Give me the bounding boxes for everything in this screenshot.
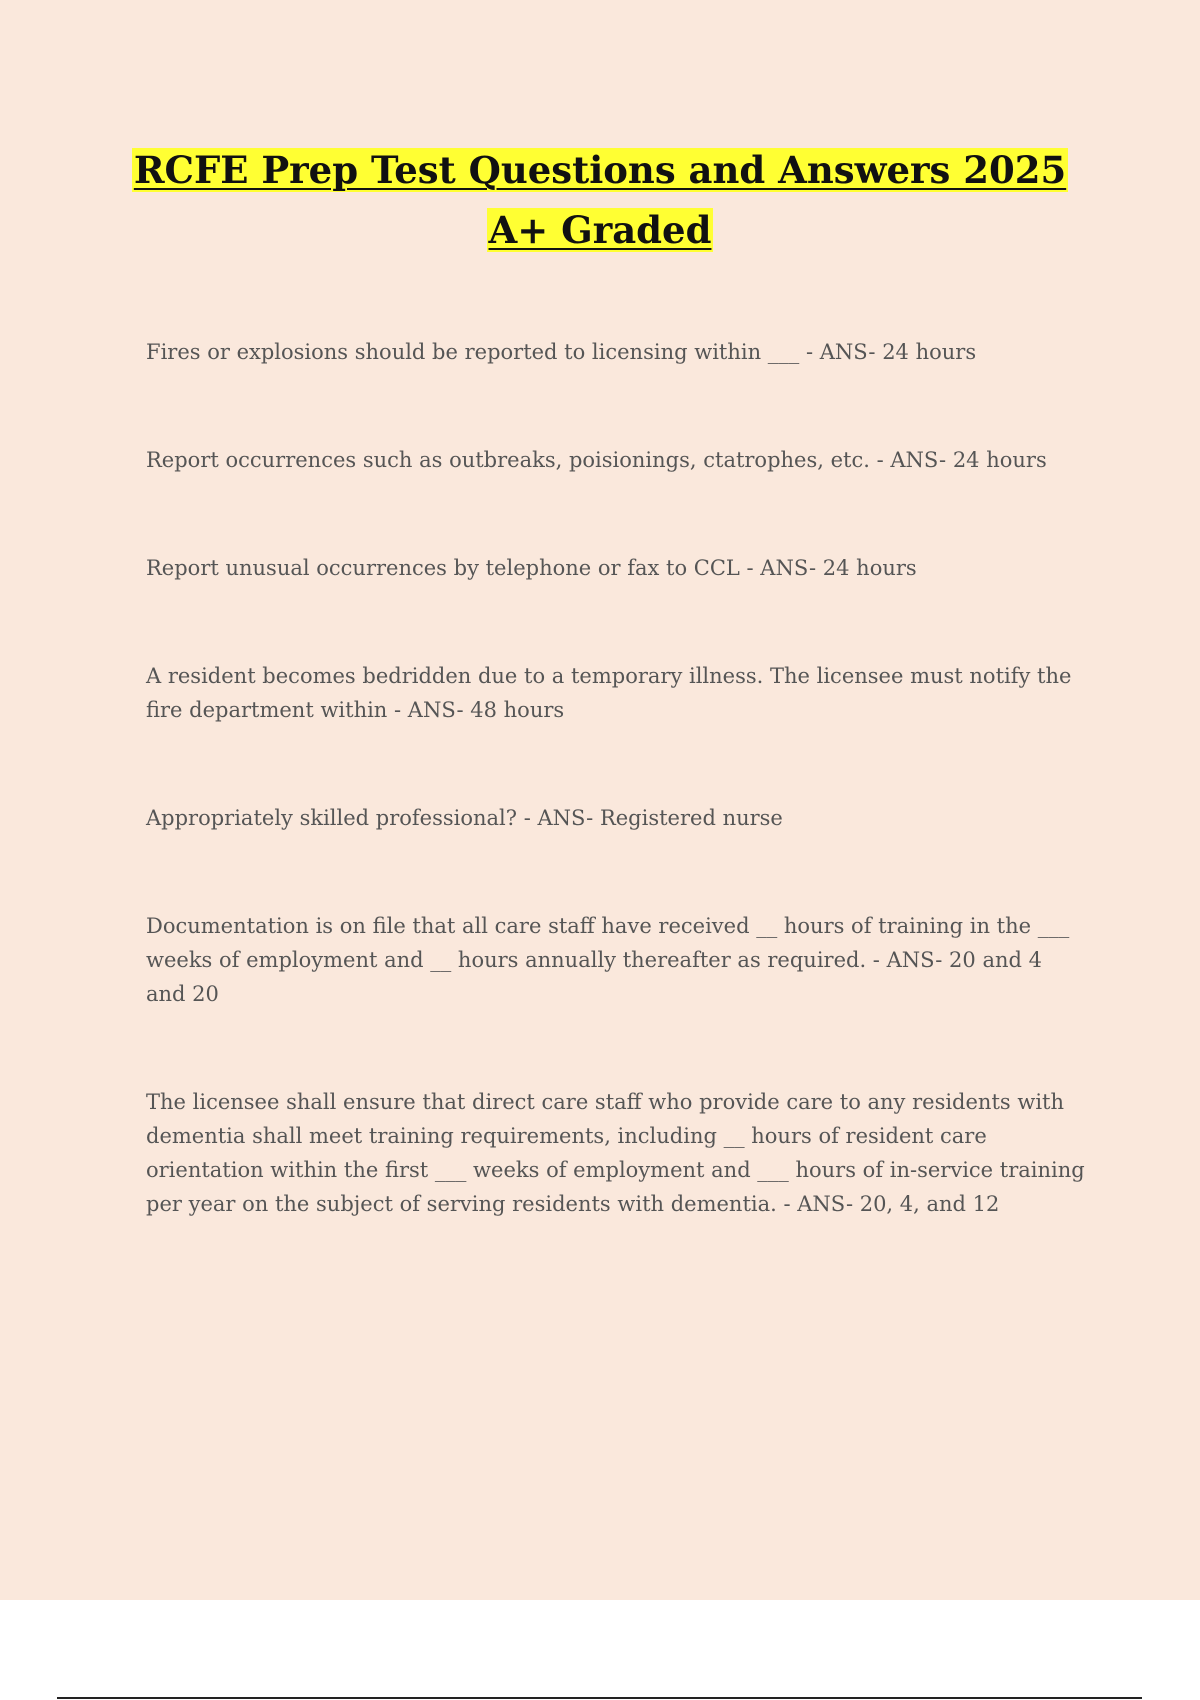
qa-item: Report unusual occurrences by telephone or fax to CCL - ANS- 24 hours [146,556,917,580]
qa-list [146,335,1086,1295]
qa-item: The licensee shall ensure that direct care staff who provide care to any residents with dementia shall meet training requirements, including __ hours of resident care orientation within the first ___ weeks of employment and ___ hours of in-service training per year on the subject of serving residents with dementia. - ANS- 20, 4, and 12 [146,1090,1085,1216]
document-title [132,148,1068,252]
bottom-divider [57,1697,1142,1699]
qa-item: Documentation is on file that all care staff have received __ hours of training in the ___ weeks of employment and __ hours annually thereafter as required. - ANS- 20 and 4 and 20 [146,914,1070,1006]
title-block [0,140,1200,260]
qa-item: Appropriately skilled professional? - ANS- Registered nurse [146,806,783,830]
qa-item: Fires or explosions should be reported to licensing within ___ - ANS- 24 hours [146,340,977,364]
qa-item: A resident becomes bedridden due to a temporary illness. The licensee must notify the fire department within - ANS- 48 hours [146,664,1072,722]
title-line-1: RCFE Prep Test Questions and Answers 2025 [133,148,1067,192]
qa-item: Report occurrences such as outbreaks, poisionings, ctatrophes, etc. - ANS- 24 hours [146,448,1047,472]
title-line-2: A+ Graded [488,208,712,252]
